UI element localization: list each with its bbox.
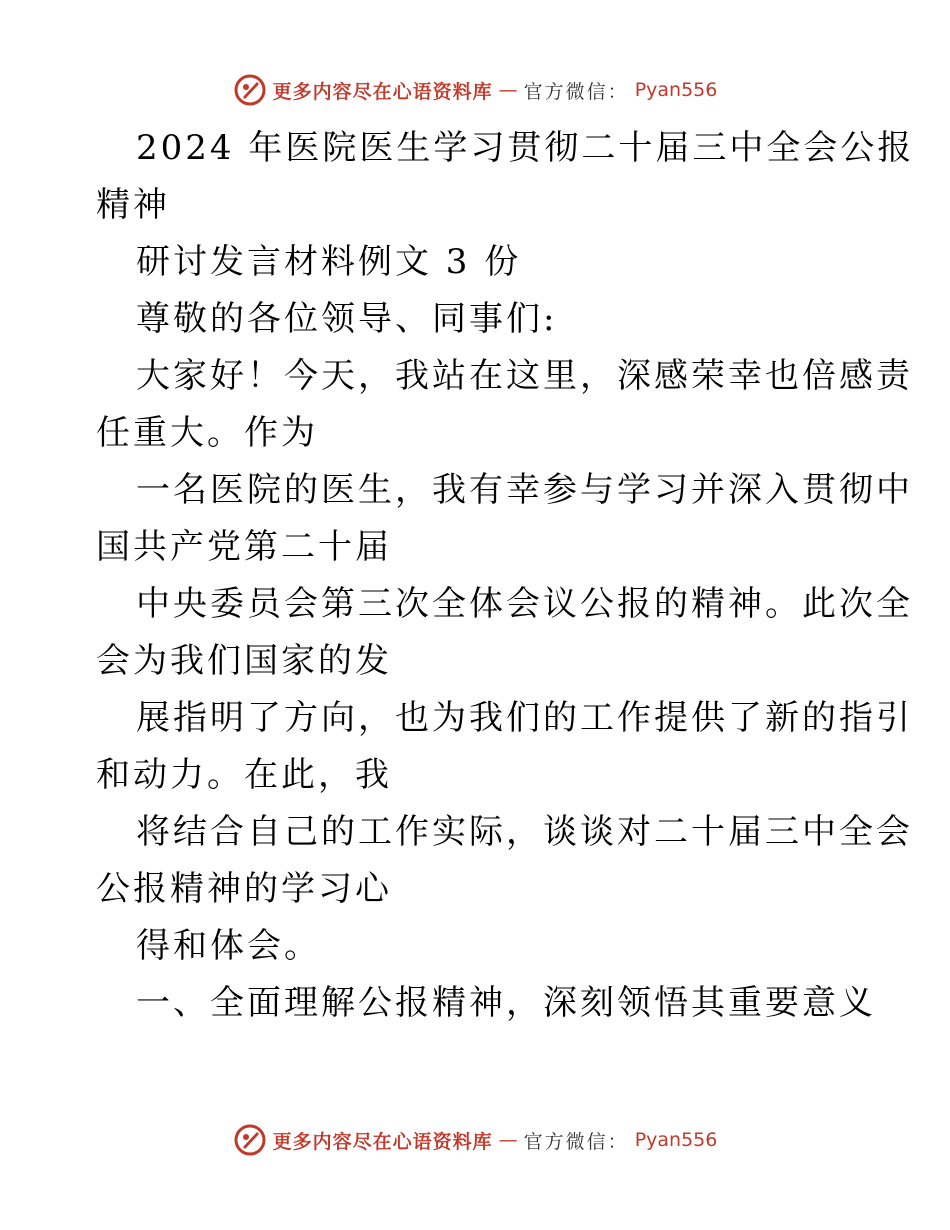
text-line: 大家好！今天，我站在这里，深感荣幸也倍感责	[136, 356, 913, 396]
salutation-paragraph	[96, 291, 856, 348]
text-line: 一名医院的医生，我有幸参与学习并深入贯彻中	[136, 470, 913, 510]
text-line: 会为我们国家的发	[96, 641, 392, 681]
text-line: 国共产党第二十届	[96, 527, 392, 567]
watermark-label: 官方微信：	[523, 1130, 629, 1153]
text-line: 公报精神的学习心	[96, 869, 392, 909]
text-line: 2024 年医院医生学习贯彻二十届三中全会公报	[136, 128, 915, 168]
body-paragraph	[96, 576, 913, 690]
body-paragraph	[96, 348, 913, 462]
watermark-site-text: 更多内容尽在心语资料库	[272, 80, 493, 103]
watermark-separator: —	[498, 1129, 518, 1151]
subtitle-paragraph	[96, 234, 856, 291]
watermark-footer	[0, 1120, 950, 1160]
watermark-label: 官方微信：	[523, 80, 629, 103]
text-line: 任重大。作为	[96, 413, 318, 453]
title-paragraph	[96, 120, 915, 234]
body-paragraph	[96, 918, 856, 975]
text-line: 得和体会。	[136, 926, 321, 966]
body-paragraph	[96, 462, 913, 576]
text-line: 将结合自己的工作实际，谈谈对二十届三中全会	[136, 812, 913, 852]
body-paragraph	[96, 690, 913, 804]
watermark-separator: —	[498, 79, 518, 101]
watermark-wechat-id: Pyan556	[634, 1129, 718, 1151]
text-line: 展指明了方向，也为我们的工作提供了新的指引	[136, 698, 913, 738]
logo-icon	[233, 73, 267, 107]
logo-icon	[233, 1123, 267, 1157]
text-line: 精神	[96, 185, 170, 225]
watermark-header	[0, 70, 950, 110]
text-line: 研讨发言材料例文 3 份	[136, 242, 522, 282]
section-heading	[96, 975, 876, 1032]
text-line: 中央委员会第三次全体会议公报的精神。此次全	[136, 584, 913, 624]
text-line: 和动力。在此，我	[96, 755, 392, 795]
body-paragraph	[96, 804, 913, 918]
text-line: 一、全面理解公报精神，深刻领悟其重要意义	[136, 983, 876, 1023]
watermark-wechat-id: Pyan556	[634, 79, 718, 101]
watermark-site-text: 更多内容尽在心语资料库	[272, 1130, 493, 1153]
document-body	[96, 120, 915, 1032]
text-line: 尊敬的各位领导、同事们:	[136, 299, 558, 339]
